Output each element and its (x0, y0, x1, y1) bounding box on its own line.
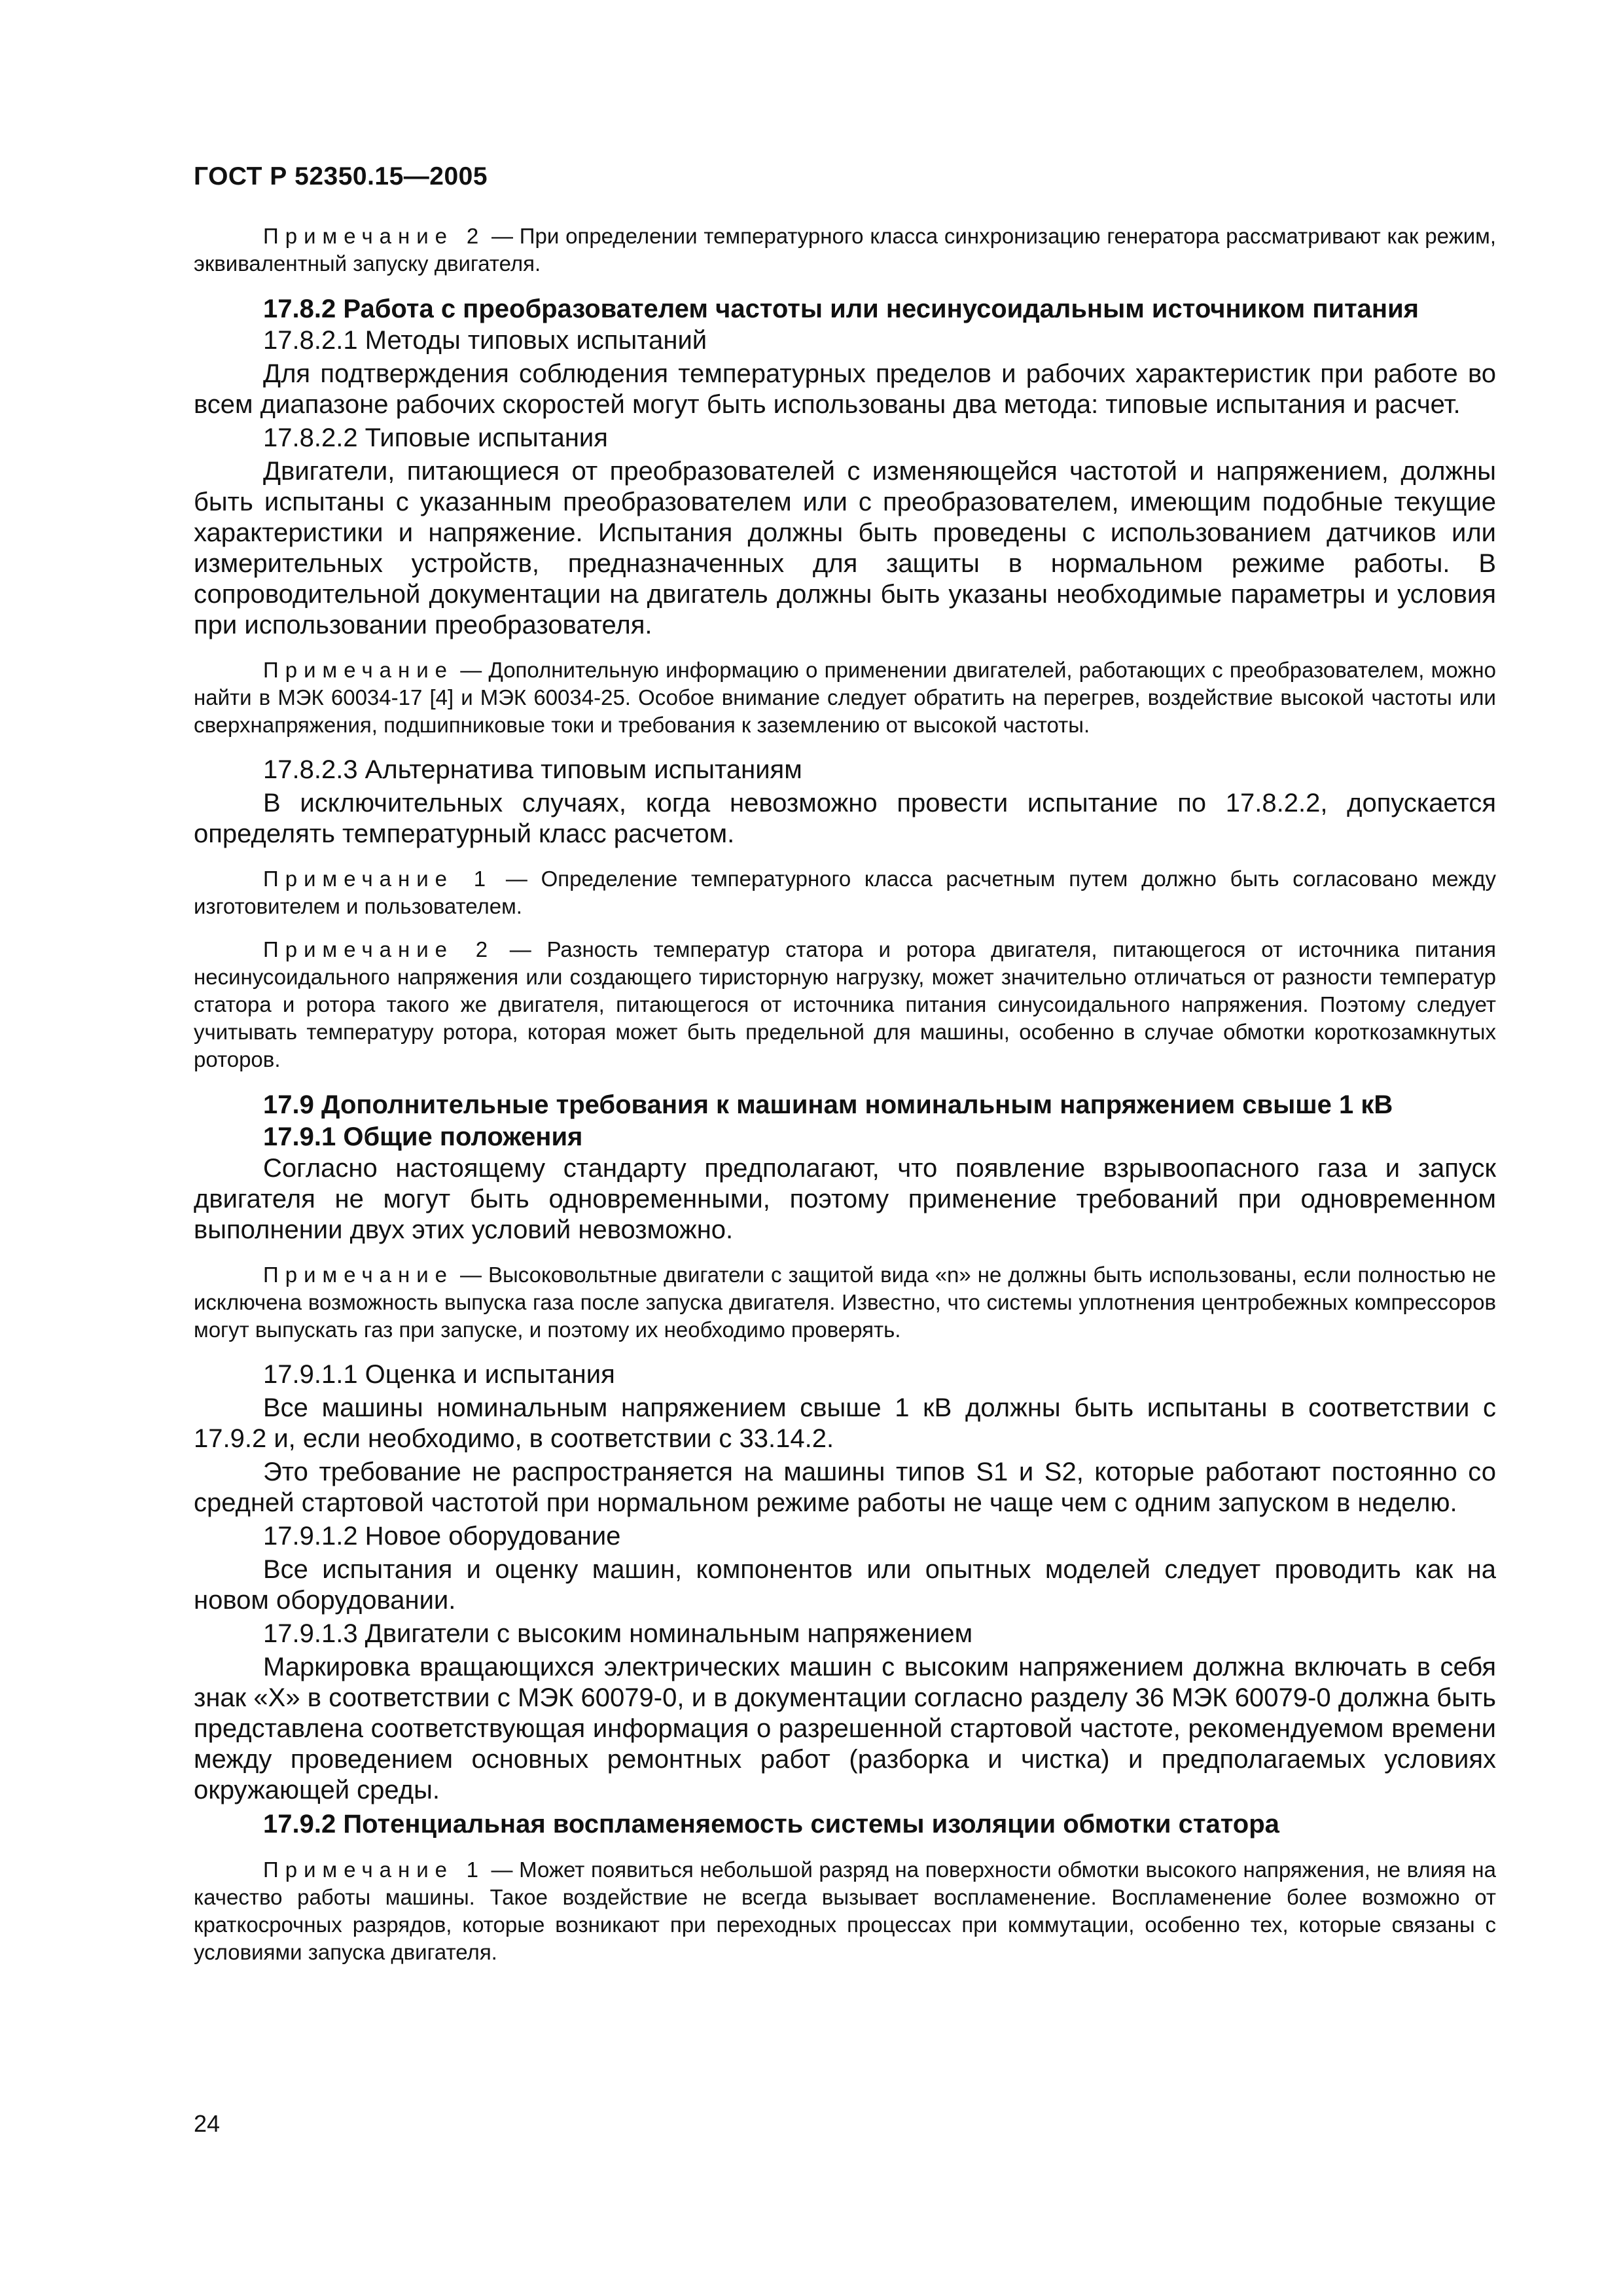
note-text: — Разность температур статора и ротора двигателя, питающегося от источника питания несинусоидального напряжения или создающего тиристорную нагрузку, может значительно отличаться от разности температур статора и ротора такого же двигателя, питающегося от источника питания синусоидального напряжения. Поэтому следует учитывать температуру ротора, которая может быть предельной для машины, особенно в случае обмотки короткозамкнутых роторов. (194, 937, 1497, 1071)
note-label: Примечание 2 (263, 937, 495, 961)
note-label: Примечание 2 (263, 224, 486, 248)
paragraph-17-8-2-2: Двигатели, питающиеся от преобразователей с изменяющейся частотой и напряжением, должны быть испытаны с указанным преобразователем или с преобразователем, имеющим подобные текущие характеристики и напряжение. Испытания должны быть проведены с использованием датчиков или измерительных устройств, предназначенных для защиты в нормальном режиме работы. В сопроводительной документации на двигатель должны быть указаны необходимые параметры и условия при использовании преобразователя. (194, 457, 1496, 639)
section-heading-17-8-2: 17.8.2 Работа с преобразователем частоты или несинусоидальным источником питания (263, 295, 1419, 323)
section-heading-17-9-1-1: 17.9.1.1 Оценка и испытания (263, 1360, 615, 1389)
note-text: — Может появиться небольшой разряд на поверхности обмотки высокого напряжения, не влияя на качество работы машины. Такое воздействие не всегда вызывает воспламенение. Воспламенение более возможно от краткосрочных разрядов, которые возникают при переходных процессах при коммутации, особенно тех, которые связаны с условиями запуска двигателя. (194, 1857, 1496, 1964)
note-17-9-2-1 (194, 1856, 1496, 1966)
paragraph-17-9-1-2: Все испытания и оценку машин, компонентов или опытных моделей следует проводить как на новом оборудовании. (194, 1555, 1496, 1615)
paragraph-17-9-1-1-b: Это требование не распространяется на машины типов S1 и S2, которые работают постоянно со средней стартовой частотой при нормальном режиме работы не чаще чем с одним запуском в неделю. (194, 1458, 1496, 1517)
note-17-8-2-3-2 (194, 936, 1496, 1073)
page-number: 24 (194, 2110, 221, 2137)
note-text: — Определение температурного класса расчетным путем должно быть согласовано между изготовителем и пользователем. (194, 867, 1496, 918)
section-heading-17-9-1: 17.9.1 Общие положения (263, 1122, 583, 1151)
note-label: Примечание 1 (263, 867, 493, 891)
paragraph-17-9-1: Согласно настоящему стандарту предполагают, что появление взрывоопасного газа и запуск двигателя не могут быть одновременными, поэтому применение требований при одновременном выполнении двух этих условий невозможно. (194, 1154, 1496, 1244)
section-heading-17-8-2-1: 17.8.2.1 Методы типовых испытаний (263, 326, 707, 355)
note-text: — При определении температурного класса синхронизацию генератора рассматривают как режим, эквивалентный запуску двигателя. (194, 224, 1496, 276)
note-17-9-1 (194, 1261, 1496, 1344)
section-heading-17-9-1-2: 17.9.1.2 Новое оборудование (263, 1522, 621, 1551)
note-17-8-2-2 (194, 656, 1496, 739)
paragraph-17-8-2-1: Для подтверждения соблюдения температурных пределов и рабочих характеристик при работе во всем диапазоне рабочих скоростей могут быть использованы два метода: типовые испытания и расчет. (194, 359, 1496, 419)
note-top (194, 223, 1496, 278)
paragraph-17-9-1-3: Маркировка вращающихся электрических машин с высоким напряжением должна включать в себя знак «Х» в соответствии с МЭК 60079-0, и в документации согласно разделу 36 МЭК 60079-0 должна быть представлена соответствующая информация о разрешенной стартовой частоте, рекомендуемом времени между проведением основных ремонтных работ (разборка и чистка) и предполагаемых условиях окружающей среды. (194, 1653, 1496, 1804)
section-heading-17-8-2-3: 17.8.2.3 Альтернатива типовым испытаниям (263, 755, 802, 784)
paragraph-17-9-1-1-a: Все машины номинальным напряжением свыше 1 кВ должны быть испытаны в соответствии с 17.9.2 и, если необходимо, в соответствии с 33.14.2. (194, 1393, 1496, 1453)
section-heading-17-9-1-3: 17.9.1.3 Двигатели с высоким номинальным напряжением (263, 1619, 973, 1648)
note-label: Примечание 1 (263, 1857, 485, 1882)
standard-code-header: ГОСТ Р 52350.15—2005 (194, 162, 488, 190)
section-heading-17-8-2-2: 17.8.2.2 Типовые испытания (263, 423, 608, 452)
section-heading-17-9: 17.9 Дополнительные требования к машинам номинальным напряжением свыше 1 кВ (263, 1090, 1393, 1119)
section-heading-17-9-2: 17.9.2 Потенциальная воспламеняемость системы изоляции обмотки статора (263, 1810, 1279, 1839)
page-content (194, 223, 1496, 1966)
note-label: Примечание (263, 1263, 454, 1287)
paragraph-17-8-2-3: В исключительных случаях, когда невозможно провести испытание по 17.8.2.2, допускается определять температурный класс расчетом. (194, 789, 1496, 848)
note-text: — Высоковольтные двигатели с защитой вида «n» не должны быть использованы, если полностью не исключена возможность выпуска газа после запуска двигателя. Известно, что системы уплотнения центробежных компрессоров могут выпускать газ при запуске, и поэтому их необходимо проверять. (194, 1263, 1496, 1342)
note-17-8-2-3-1 (194, 865, 1496, 920)
note-label: Примечание (263, 658, 454, 682)
note-text: — Дополнительную информацию о применении двигателей, работающих с преобразователем, можно найти в МЭК 60034-17 [4] и МЭК 60034-25. Особое внимание следует обратить на перегрев, воздействие высокой частоты или сверхнапряжения, подшипниковые токи и требования к заземлению от высокой частоты. (194, 658, 1496, 737)
